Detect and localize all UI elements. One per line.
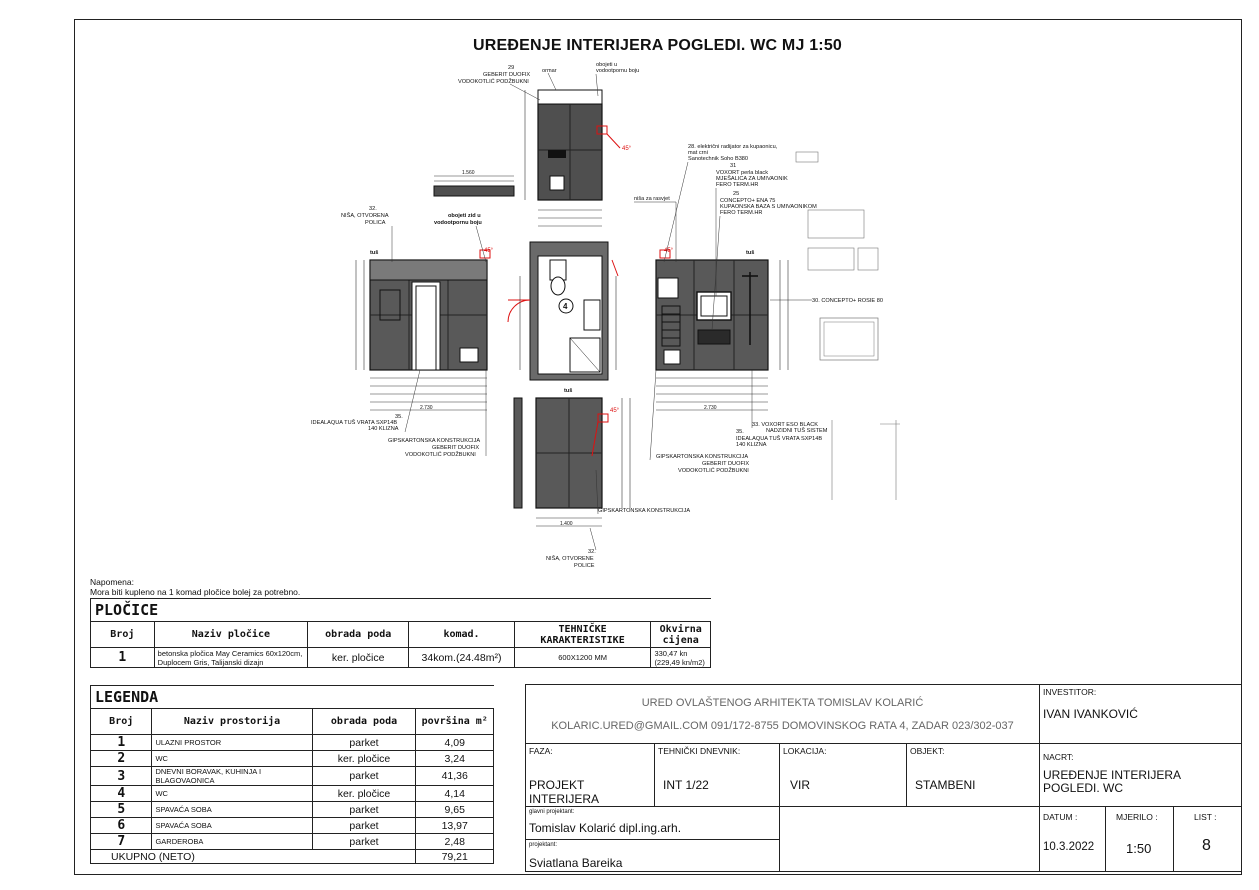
dim-2730-left: 2.730 <box>420 405 433 411</box>
legenda-row-naziv: ULAZNI PROSTOR <box>152 735 312 751</box>
label-32-top: 32. <box>369 206 377 212</box>
legenda-table <box>90 685 494 864</box>
label-tus-right: tuš <box>746 250 755 256</box>
label-30: 30. CONCEPTO+ ROSIE 80 <box>812 298 883 304</box>
legenda-row-obrada: parket <box>312 802 416 818</box>
faza-value: PROJEKT INTERIJERA <box>529 778 600 806</box>
room-number: 4 <box>563 302 568 311</box>
legenda-row-broj: 4 <box>91 786 152 802</box>
drawing-title: UREĐENJE INTERIJERA POGLEDI. WC MJ 1:50 <box>472 37 843 54</box>
label-35-left-1: IDEALAQUA TUŠ VRATA SXP14B <box>311 420 398 426</box>
legenda-total-value: 79,21 <box>416 850 494 864</box>
plocice-row-naziv: betonska pločica May Ceramics 60x120cm, Duplocem Gris, Talijanski dizajn <box>154 648 307 668</box>
label-32-top-1: NIŠA, OTVORENA <box>341 213 389 219</box>
napomena-title: Napomena: <box>90 577 134 587</box>
label-gips2-1: GIPSKARTONSKA KONSTRUKCIJA <box>656 454 749 460</box>
label-28-3: Sanotechnik Soho B380 <box>688 156 749 162</box>
legenda-row-povrsina: 9,65 <box>416 802 494 818</box>
label-gips-1: GIPSKARTONSKA KONSTRUKCIJA <box>388 438 481 444</box>
lokacija-label: LOKACIJA: <box>783 746 827 756</box>
plocice-header-komad: komad. <box>409 622 514 648</box>
lokacija-cell <box>779 743 907 807</box>
plocice-header-naziv: Naziv pločice <box>154 622 307 648</box>
section-niche-top <box>434 170 514 196</box>
label-32-bot-2: POLICE <box>574 563 595 569</box>
label-28-1: 28. električni radijator za kupaonicu, <box>688 144 778 150</box>
plocice-row-broj: 1 <box>91 648 155 668</box>
legenda-row-povrsina: 4,09 <box>416 735 494 751</box>
legenda-row <box>91 751 494 767</box>
label-29-line2: VODOKOTLIĆ PODŽBUKNI <box>458 79 529 85</box>
nacrt-cell <box>1039 743 1242 807</box>
label-tus-left: tuš <box>370 250 379 256</box>
angle-label-right: 45° <box>664 248 674 254</box>
legenda-row-obrada: ker. pločice <box>312 786 416 802</box>
legenda-row-broj: 6 <box>91 818 152 834</box>
napomena-text: Mora biti kupleno na 1 komad pločice bolej za potrebno. <box>90 587 301 597</box>
faza-cell <box>525 743 655 807</box>
legenda-row-naziv: DNEVNI BORAVAK, KUHINJA I BLAGOVAONICA <box>152 767 312 786</box>
office-contact: KOLARIC.URED@GMAIL.COM 091/172-8755 DOMOVINSKOG RATA 4, ZADAR 023/302-037 <box>551 720 1014 732</box>
label-35-right-2: 140 KLIZNA <box>736 442 767 448</box>
office-header <box>525 684 1040 744</box>
plocice-title: PLOČICE <box>91 599 711 622</box>
label-obojeti-zid-2: vodootpornu boju <box>434 220 482 226</box>
legenda-row-broj: 7 <box>91 834 152 850</box>
label-31-2: MJEŠALICA ZA UMIVAONIK <box>716 176 788 182</box>
floor-plan-wc <box>508 242 618 380</box>
angle-label-bottom: 45° <box>610 408 620 414</box>
legenda-row-broj: 2 <box>91 751 152 767</box>
investitor-cell <box>1039 684 1242 744</box>
legenda-row-obrada: parket <box>312 834 416 850</box>
legenda-row-naziv: WC <box>152 786 312 802</box>
plocice-header-obrada: obrada poda <box>308 622 409 648</box>
label-33-1: 33. VOXORT ESO BLACK <box>752 422 819 428</box>
legenda-row-broj: 3 <box>91 767 152 786</box>
legenda-row <box>91 767 494 786</box>
label-35-right-1: IDEALAQUA TUŠ VRATA SXP14B <box>736 436 823 442</box>
label-32-bot-1: NIŠA, OTVORENE <box>546 556 594 562</box>
legenda-row-obrada: ker. pločice <box>312 751 416 767</box>
elevation-left <box>356 248 494 411</box>
napomena-block <box>90 577 300 597</box>
label-gips-3: VODOKOTLIĆ PODŽBUKNI <box>405 452 476 458</box>
dnevnik-cell <box>654 743 780 807</box>
plocice-header-broj: Broj <box>91 622 155 648</box>
dnevnik-label: TEHNIČKI DNEVNIK: <box>658 746 741 756</box>
plocice-row-obrada: ker. pločice <box>308 648 409 668</box>
label-35-left: 35. <box>395 414 403 420</box>
label-obojeti-2: vodootpornu boju <box>596 68 640 74</box>
legenda-header-broj: Broj <box>91 709 152 735</box>
label-32-top-2: POLICA <box>365 220 386 226</box>
plocice-table <box>90 598 711 668</box>
legenda-row <box>91 786 494 802</box>
label-obojeti-1: obojeti u <box>596 62 618 68</box>
label-33-2: NADZIDNI TUŠ SISTEM <box>766 428 828 434</box>
legenda-row-obrada: parket <box>312 767 416 786</box>
label-ormar: ormar <box>542 68 557 74</box>
investitor-label: INVESTITOR: <box>1043 687 1097 697</box>
legenda-row-naziv: SPAVAĆA SOBA <box>152 802 312 818</box>
legenda-header-naziv: Naziv prostorija <box>152 709 312 735</box>
legenda-header-povrsina: površina m² <box>416 709 494 735</box>
nacrt-label: NACRT: <box>1043 752 1074 762</box>
label-gips3: GIPSKARTONSKA KONSTRUKCIJA <box>598 508 691 514</box>
label-31: 31 <box>730 163 737 169</box>
mjerilo-cell <box>1105 806 1174 872</box>
plocice-row-cijena: 330,47 kn (229,49 kn/m2) <box>651 648 711 668</box>
legenda-row <box>91 802 494 818</box>
legenda-row <box>91 735 494 751</box>
label-29: 29 <box>508 65 515 71</box>
label-25-2: KUPAONSKA BAZA S UMIVAONIKOM <box>720 204 817 210</box>
glavni-cell <box>525 806 780 840</box>
dnevnik-value: INT 1/22 <box>663 778 709 792</box>
list-label: LIST : <box>1194 812 1217 822</box>
objekt-cell <box>906 743 1040 807</box>
list-value: 8 <box>1202 837 1211 854</box>
objekt-label: OBJEKT: <box>910 746 945 756</box>
projektant-cell <box>525 839 780 872</box>
label-25-3: FERO TERM.HR <box>720 210 763 216</box>
office-name: URED OVLAŠTENOG ARHITEKTA TOMISLAV KOLARIĆ <box>641 697 924 709</box>
legenda-total-label: UKUPNO (NETO) <box>91 850 416 864</box>
legenda-row-povrsina: 2,48 <box>416 834 494 850</box>
plocice-header-tehnicke: TEHNIČKE KARAKTERISTIKE <box>514 622 651 648</box>
legenda-row-broj: 1 <box>91 735 152 751</box>
label-tus-bottom: tuš <box>564 388 573 394</box>
legenda-row-naziv: GARDEROBA <box>152 834 312 850</box>
label-28-2: mat crni <box>688 150 708 156</box>
faza-label: FAZA: <box>529 746 553 756</box>
legenda-header-obrada: obrada poda <box>312 709 416 735</box>
label-gips2-3: VODOKOTLIĆ PODŽBUKNI <box>678 468 749 474</box>
legenda-row-obrada: parket <box>312 818 416 834</box>
legenda-row-povrsina: 3,24 <box>416 751 494 767</box>
angle-label-top: 45° <box>622 146 632 152</box>
label-35-left-2: 140 KLIZNA <box>368 426 399 432</box>
investitor-value: IVAN IVANKOVIĆ <box>1043 707 1138 721</box>
angle-label-left: 45° <box>484 248 494 254</box>
dim-1400: 1.400 <box>560 521 573 527</box>
legenda-row-naziv: SPAVAĆA SOBA <box>152 818 312 834</box>
legenda-row-povrsina: 41,36 <box>416 767 494 786</box>
plocice-row-tehnicke: 600X1200 MM <box>514 648 651 668</box>
legenda-row-broj: 5 <box>91 802 152 818</box>
label-gips2-2: GEBERIT DUOFIX <box>702 461 750 467</box>
list-cell <box>1173 806 1242 872</box>
legenda-row-povrsina: 4,14 <box>416 786 494 802</box>
blank-cell <box>779 806 1040 872</box>
lokacija-value: VIR <box>790 778 811 792</box>
label-32-bot: 32. <box>588 549 596 555</box>
projektant-value: Sviatlana Bareika <box>529 856 623 870</box>
label-35-right: 35. <box>736 429 744 435</box>
dim-1560: 1.560 <box>462 170 475 176</box>
legenda-row-povrsina: 13,97 <box>416 818 494 834</box>
label-gips-2: GEBERIT DUOFIX <box>432 445 480 451</box>
projektant-label: projektant: <box>529 842 558 848</box>
legenda-title: LEGENDA <box>91 686 494 709</box>
objekt-value: STAMBENI <box>915 778 976 792</box>
elevation-top <box>525 90 632 226</box>
label-obojeti-zid-1: obojeti zid u <box>448 213 481 219</box>
datum-label: DATUM : <box>1043 812 1078 822</box>
plocice-header-cijena: Okvirna cijena <box>651 622 711 648</box>
label-31-3: FERO TERM.HR <box>716 182 759 188</box>
legenda-row <box>91 834 494 850</box>
dim-2730-right: 2.730 <box>704 405 717 411</box>
label-29-line1: GEBERIT DUOFIX <box>483 72 531 78</box>
glavni-label: glavni projektant: <box>529 809 575 815</box>
legenda-total-row <box>91 850 494 864</box>
label-25: 25 <box>733 191 740 197</box>
glavni-value: Tomislav Kolarić dipl.ing.arh. <box>529 821 682 835</box>
legenda-row-obrada: parket <box>312 735 416 751</box>
legenda-row-naziv: WC <box>152 751 312 767</box>
elevation-right <box>656 248 788 411</box>
plocice-row-komad: 34kom.(24.48m²) <box>409 648 514 668</box>
label-25-1: CONCEPTO+ ENA 75 <box>720 198 776 204</box>
label-31-1: VOXORT perla black <box>716 170 769 176</box>
mjerilo-value: 1:50 <box>1126 841 1152 856</box>
datum-cell <box>1039 806 1106 872</box>
label-nisa-rasvjet: niša za rasvjet <box>634 196 670 202</box>
nacrt-value: UREĐENJE INTERIJERA POGLEDI. WC <box>1043 768 1181 795</box>
mjerilo-label: MJERILO : <box>1116 812 1158 822</box>
datum-value: 10.3.2022 <box>1043 841 1095 853</box>
legenda-row <box>91 818 494 834</box>
